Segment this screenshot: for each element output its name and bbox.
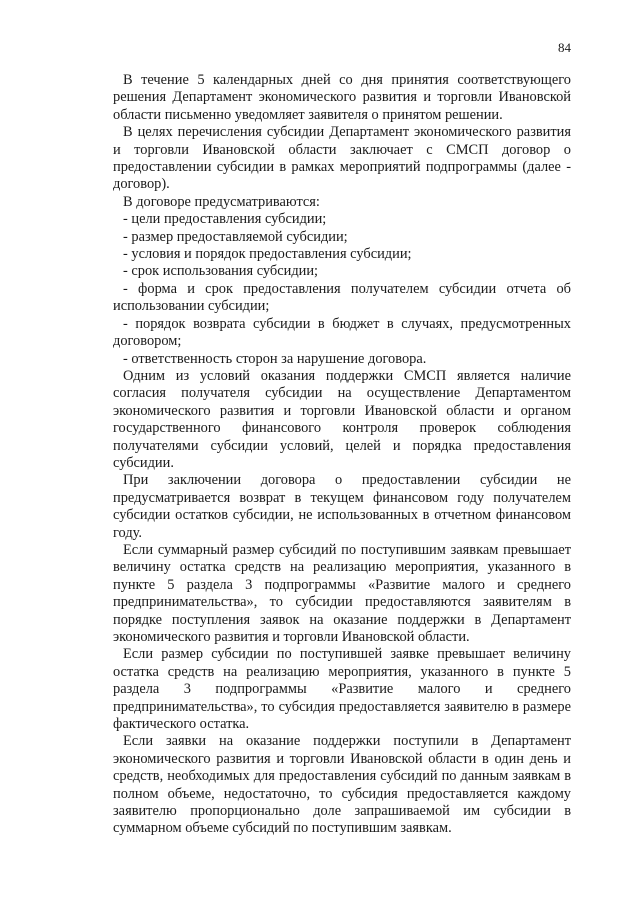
list-item-goals: - цели предоставления субсидии; — [123, 211, 327, 228]
paragraph-order-of-receipt: Если суммарный размер субсидий по поступившим заявкам превышает величину остатка средств на реализацию мероприятия, указанного в пункте 5 раздела 3 подпрограммы «Развитие малого и среднего предпринимательства», то субсидии предоставляются заявителям в порядке поступления заявок на оказание поддержки в Департамент экономического развития и торговли Ивановской области. — [113, 541, 571, 645]
list-item-report: - форма и срок предоставления получателем субсидии отчета об использовании субсидии; — [113, 280, 571, 315]
list-item-return: - порядок возврата субсидии в бюджет в случаях, предусмотренных договором; — [113, 315, 571, 350]
paragraph-agreement: В целях перечисления субсидии Департамент экономического развития и торговли Ивановской области заключает с СМСП договор о предоставлении субсидии в рамках мероприятий подпрограммы (далее - договор). — [113, 124, 571, 193]
document-body — [113, 72, 571, 838]
list-item-conditions: - условия и порядок предоставления субсидии; — [123, 246, 412, 263]
page-number: 84 — [558, 40, 571, 55]
list-item-term: - срок использования субсидии; — [123, 263, 319, 280]
paragraph-agreement-provisions: В договоре предусматриваются: — [123, 193, 320, 210]
list-item-amount: - размер предоставляемой субсидии; — [123, 228, 348, 245]
paragraph-notification: В течение 5 календарных дней со дня принятия соответствующего решения Департамент экономического развития и торговли Ивановской области письменно уведомляет заявителя о принятом решении. — [113, 72, 571, 123]
paragraph-consent: Одним из условий оказания поддержки СМСП является наличие согласия получателя субсидии на осуществление Департаментом экономического развития и торговли Ивановской области и органом государственного финансового контроля проверок соблюдения получателями субсидии условий, целей и порядка предоставления субсидии. — [113, 367, 571, 471]
paragraph-proportional: Если заявки на оказание поддержки поступили в Департамент экономического развития и торговли Ивановской области в один день и средств, необходимых для предоставления субсидий по данным заявкам в полном объеме, недостаточно, то субсидия предоставляется каждому заявителю пропорционально доле запрашиваемой им субсидии в суммарном объеме субсидий по поступившим заявкам. — [113, 733, 571, 837]
paragraph-no-return: При заключении договора о предоставлении субсидии не предусматривается возврат в текущем финансовом году получателем субсидии остатков субсидии, не использованных в отчетном финансовом году. — [113, 472, 571, 541]
paragraph-actual-remainder: Если размер субсидии по поступившей заявке превышает величину остатка средств на реализацию мероприятия, указанного в пункте 5 раздела 3 подпрограммы «Развитие малого и среднего предпринимательства», то субсидия предоставляется заявителю в размере фактического остатка. — [113, 646, 571, 733]
list-item-liability: - ответственность сторон за нарушение договора. — [123, 350, 427, 367]
